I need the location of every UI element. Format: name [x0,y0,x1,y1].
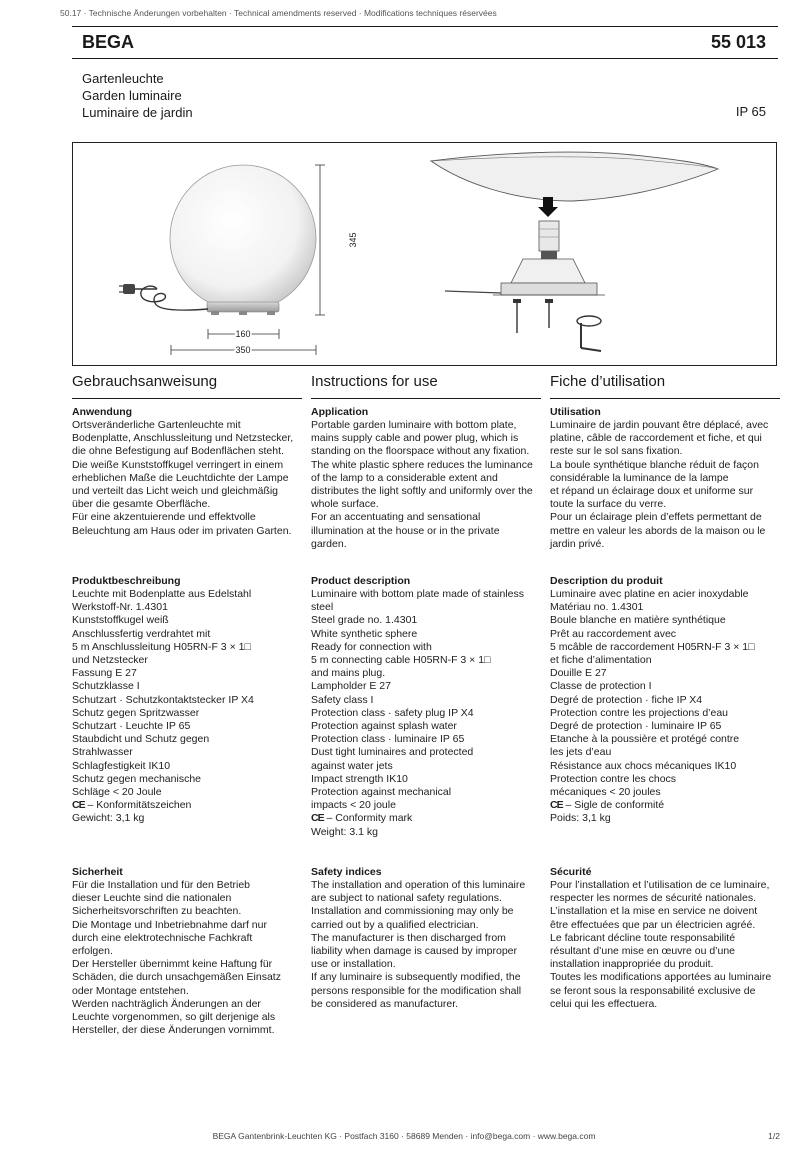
section-title: Application [311,406,369,418]
title-en: Garden luminaire [82,88,182,103]
weight-line: Weight: 3.1 kg [311,825,378,838]
footer-address: BEGA Gantenbrink-Leuchten KG · Postfach 3160 · 58689 Menden · info@bega.com · www.bega.com [212,1131,596,1141]
sphere-shape [170,165,316,311]
section-application [311,406,543,551]
section-body: Pour l’installation et l’utilisation de ce luminaire, respecter les normes de sécurité nationales. L’installation et la mise en service ne doivent être effectuées que par un électricien agréé. Le fabricant décline toute responsabilité résultant d’une mise en œuvre ou d’une installation inappropriée du produit. Toutes les modifications apportées au luminaire se feront sous la responsabilité exclusive de celui qui les effectuera. [550,879,772,1010]
header-note: 50.17 · Technische Änderungen vorbehalten · Technical amendments reserved · Modifications techniques réservées [60,8,497,18]
column-heading: Fiche d’utilisation [550,373,666,390]
dim-width-label: 350 [235,345,251,355]
part-number: 55 013 [710,32,766,52]
base-plate-shape [207,302,279,312]
plug-shape [123,284,135,294]
column-heading: Instructions for use [311,373,438,390]
arrow-down-icon [538,207,558,217]
sphere-section-shape [431,152,718,201]
base-housing-shape [501,283,597,295]
section-title: Anwendung [72,406,133,418]
product-drawing [73,143,778,367]
section-safety [72,866,304,1037]
column-rule [72,398,302,399]
column-en [311,372,541,1010]
section-body: Luminaire avec platine en acier inoxydable Matériau no. 1.4301 Boule blanche en matière synthétique Prêt au raccordement avec 5 mcâble de raccordement H05RN-F 3 × 1□ et fiche d’alimentation Douille E 27 Classe de protection I Degré de protection · fiche IP X4 Protection contre les projections d’eau Degré de protection · luminaire IP 65 Etanche à la poussière et protégé contre les jets d’eau Résistance aux chocs mécaniques IK10 Protection contre les chocs mécaniques < 20 joules [550,588,755,799]
section-title: Sécurité [550,866,592,878]
section-title: Description du produit [550,575,663,587]
product-figure [72,142,777,366]
section-title: Product description [311,575,411,587]
lampholder-shape [539,221,559,251]
section-body: Ortsveränderliche Gartenleuchte mit Bodenplatte, Anschlussleitung und Netzstecker, die ohne Befestigung auf Bodenflächen steht. Die weiße Kunststoffkugel verringert in einem erheblichen Maße die Leuchtdichte der Lampe und verteilt das Licht weich und gleichmäßig über die gesamte Oberfläche. Für eine akzentuierende und effektvolle Beleuchtung am Haus oder im privaten Garten. [72,419,294,537]
hex-key-shape [581,348,601,351]
section-body: Portable garden luminaire with bottom plate, mains supply cable and power plug, which is standing on the floorspace without any fixation. The white plastic sphere reduces the luminance of the lamp to a considerable extent and distributes the light softly and uniformly over the whole surface. For an accentuating and sensational illumination at the house or in the private garden. [311,419,533,550]
section-title: Produktbeschreibung [72,575,181,587]
weight-line: Poids: 3,1 kg [550,812,611,825]
section-body: The installation and operation of this luminaire are subject to national safety regulations. Installation and commissioning may only be carried out by a qualified electrician. The manufacturer is then discharged from liability when damage is caused by improper use or installation. If any luminaire is subsequently modified, the persons responsible for the modification shall be considered as manufacturer. [311,879,526,1010]
column-de [72,372,302,1037]
title-de: Gartenleuchte [82,71,164,86]
section-body: Für die Installation und für den Betrieb dieser Leuchte sind die nationalen Sicherheitsvorschriften zu beachten. Die Montage und Inbetriebnahme darf nur durch eine elektrotechnische Fachkraft erfolgen. Der Hersteller übernimmt keine Haftung für Schäden, die durch unsachgemäßen Einsatz oder Montage entstehen. Werden nachträglich Änderungen an der Leuchte vorgenommen, so gilt derjenige als Hersteller, der diese Änderungen vornimmt. [72,879,281,1037]
section-product-description [550,575,782,826]
dim-base-label: 160 [235,329,251,339]
ce-conformity-line: CE – Conformity mark [311,812,413,825]
column-heading: Gebrauchsanweisung [72,373,218,390]
column-rule [311,398,541,399]
column-fr [550,372,780,1010]
section-product-description [311,575,543,839]
dim-height-label: 345 [348,232,358,248]
section-title: Sicherheit [72,866,123,878]
title-fr: Luminaire de jardin [82,105,193,120]
ip-rating: IP 65 [735,104,766,119]
section-safety [550,866,782,1011]
brand-name: BEGA [82,32,135,52]
section-body: Luminaire de jardin pouvant être déplacé, avec platine, câble de raccordement et fiche, et qui reste sur le sol sans fixation. La boule synthétique blanche réduit de façon considérable la luminance de la lampe et répand un éclairage doux et uniforme sur toute la surface du verre. Pour un éclairage plein d’effets permettant de mettre en valeur les abords de la maison ou le jardin privé. [550,419,769,550]
section-body: Luminaire with bottom plate made of stainless steel Steel grade no. 1.4301 White synthetic sphere Ready for connection with 5 m connecting cable H05RN-F 3 × 1□ and mains plug. Lampholder E 27 Safety class I Protection class · safety plug IP X4 Protection against splash water Protection class · luminaire IP 65 Dust tight luminaires and protected against water jets Impact strength IK10 Protection against mechanical impacts < 20 joule [311,588,525,812]
weight-line: Gewicht: 3,1 kg [72,812,145,825]
section-application [72,406,304,538]
ce-mark-icon: CE [311,812,324,825]
section-application [550,406,782,551]
section-body: Leuchte mit Bodenplatte aus Edelstahl Werkstoff-Nr. 1.4301 Kunststoffkugel weiß Anschlussfertig verdrahtet mit 5 m Anschlussleitung H05RN-F 3 × 1□ und Netzstecker Fassung E 27 Schutzklasse I Schutzart · Schutzkontaktstecker IP X4 Schutz gegen Spritzwasser Schutzart · Leuchte IP 65 Staubdicht und Schutz gegen Strahlwasser Schlagfestigkeit IK10 Schutz gegen mechanische Schläge < 20 Joule [72,588,254,799]
title-rule [72,58,778,59]
top-rule [72,26,778,27]
ce-conformity-line: CE – Sigle de conformité [550,799,665,812]
product-titles [82,70,193,121]
page-number: 1/2 [768,1131,780,1141]
column-rule [550,398,780,399]
section-title: Safety indices [311,866,382,878]
ce-mark-icon: CE [72,799,85,812]
ce-mark-icon: CE [550,799,563,812]
section-safety [311,866,543,1011]
section-title: Utilisation [550,406,601,418]
ce-conformity-line: CE – Konformitätszeichen [72,799,192,812]
section-product-description [72,575,304,826]
